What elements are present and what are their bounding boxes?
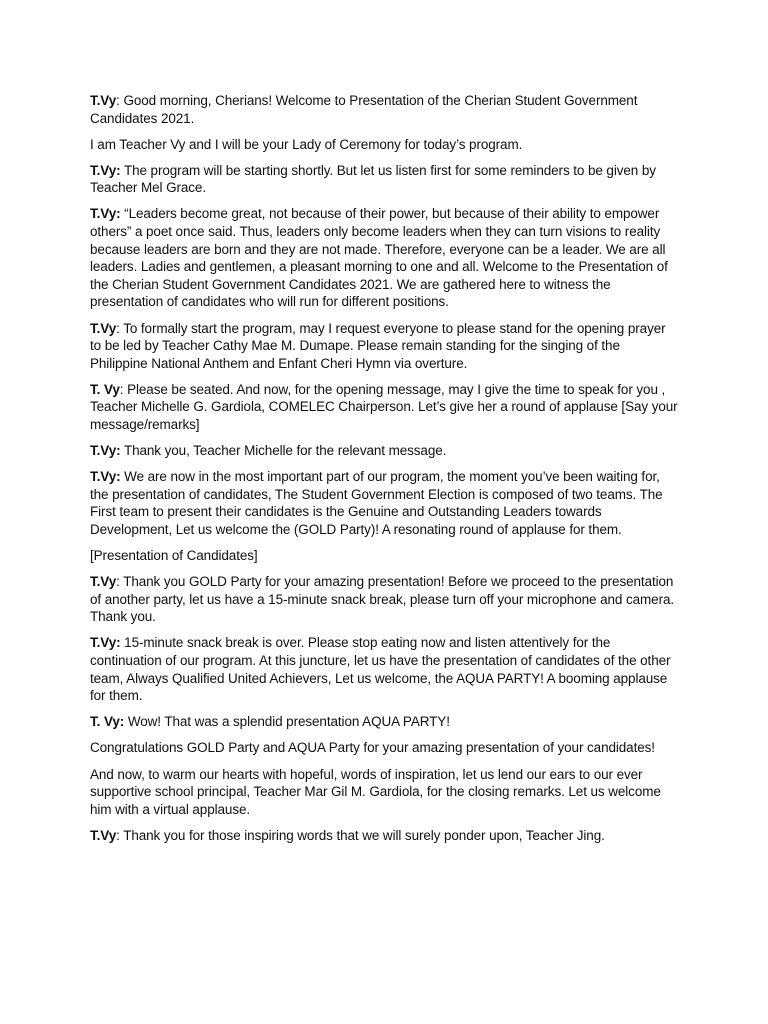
paragraph-text: The program will be starting shortly. But let us listen first for some reminders to be given by Teacher Mel Grace. — [90, 162, 656, 196]
speaker-label: T.Vy — [90, 320, 117, 336]
speaker-label: T.Vy: — [90, 162, 121, 178]
paragraph — [90, 442, 680, 460]
paragraph — [90, 739, 680, 757]
paragraph-text: Congratulations GOLD Party and AQUA Party for your amazing presentation of your candidates! — [90, 740, 655, 756]
paragraph — [90, 827, 680, 845]
speaker-label: T. Vy: — [90, 714, 125, 730]
speaker-label: T. Vy — [90, 381, 120, 397]
speaker-separator: : — [119, 381, 128, 397]
speaker-separator: : — [116, 827, 124, 843]
speaker-separator: : — [116, 574, 124, 590]
paragraph-text: 15-minute snack break is over. Please stop eating now and listen attentively for the continuation of our program. At this juncture, let us have the presentation of candidates of the other team, Always Qualified United Achievers, Let us welcome, the AQUA PARTY! A booming applause for them. — [90, 635, 671, 704]
paragraph — [90, 766, 680, 819]
paragraph — [90, 713, 680, 731]
speaker-label: T.Vy — [90, 574, 117, 590]
paragraph — [90, 205, 680, 311]
speaker-separator: : — [116, 320, 124, 336]
paragraph — [90, 468, 680, 538]
paragraph-text: “Leaders become great, not because of their power, but because of their ability to empower others” a poet once said. Thus, leaders only become leaders when they can turn visions to reality because leaders are born and they are not made. Therefore, everyone can be a leader. We are all leaders. Ladies and gentlemen, a pleasant morning to one and all. Welcome to the Presentation of the Cherian Student Government Candidates 2021. We are gathered here to witness the presentation of candidates who will run for different positions. — [90, 206, 668, 310]
paragraph — [90, 320, 680, 373]
speaker-label: T.Vy — [90, 827, 117, 843]
paragraph-text: Thank you for those inspiring words that we will surely ponder upon, Teacher Jing. — [123, 827, 605, 843]
paragraph-text: Wow! That was a splendid presentation AQUA PARTY! — [127, 714, 450, 730]
paragraph-text: Thank you GOLD Party for your amazing presentation! Before we proceed to the presentation of another party, let us have a 15-minute snack break, please turn off your microphone and camera. Thank you. — [90, 574, 675, 625]
paragraph-text: [Presentation of Candidates] — [90, 548, 258, 564]
paragraph — [90, 381, 680, 434]
speaker-label: T.Vy: — [90, 635, 121, 651]
speaker-label: T.Vy — [90, 93, 117, 108]
paragraph-text: We are now in the most important part of our program, the moment you’ve been waiting for, the presentation of candidates, The Student Government Election is composed of two teams. The First team to present their candidates is the Genuine and Outstanding Leaders towards Development, Let us welcome the (GOLD Party)! A resonating round of applause for them. — [90, 469, 663, 537]
speaker-label: T.Vy: — [90, 206, 121, 222]
paragraph — [90, 634, 680, 704]
paragraph-text: And now, to warm our hearts with hopeful, words of inspiration, let us lend our ears to our ever supportive school principal, Teacher Mar Gil M. Gardiola, for the closing remarks. Let us welcome him with a virtual applause. — [90, 766, 661, 817]
paragraph — [90, 92, 680, 127]
speaker-label: T.Vy: — [90, 443, 121, 459]
paragraph-text: Thank you, Teacher Michelle for the relevant message. — [123, 443, 447, 459]
paragraph — [90, 136, 680, 154]
paragraph — [90, 573, 680, 626]
paragraph-text: Please be seated. And now, for the opening message, may I give the time to speak for you , Teacher Michelle G. Gardiola, COMELEC Chairperson. Let’s give her a round of applause [Say your message/remarks] — [90, 381, 678, 432]
paragraph-text: I am Teacher Vy and I will be your Lady of Ceremony for today’s program. — [90, 136, 523, 152]
paragraph — [90, 547, 680, 565]
speaker-label: T.Vy: — [90, 469, 121, 485]
speaker-separator: : — [116, 93, 124, 108]
document-page — [90, 92, 680, 853]
paragraph — [90, 162, 680, 197]
paragraph-text: Good morning, Cherians! Welcome to Presentation of the Cherian Student Government Candidates 2021. — [90, 93, 638, 126]
paragraph-text: To formally start the program, may I request everyone to please stand for the opening prayer to be led by Teacher Cathy Mae M. Dumape. Please remain standing for the singing of the Philippine National Anthem and Enfant Cheri Hymn via overture. — [90, 320, 666, 371]
